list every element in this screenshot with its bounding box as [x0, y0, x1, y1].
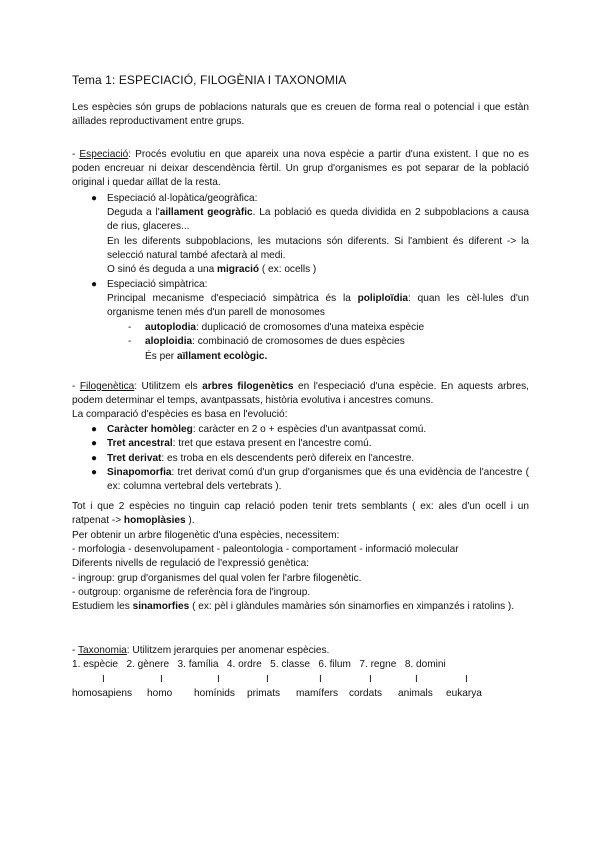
allopatric-title: Especiació al·lopàtica/geogràfica: [107, 193, 258, 204]
bullet-icon: ● [91, 453, 98, 464]
rank-item: 4. ordre [226, 659, 262, 670]
especiacio-paragraph: - Especiació: Procés evolutiu en que apareix una nova espècie a partir d'una existent. I que no es poden encreuar ni deixar descendència fèrtil. Un grup d'organismes es pot separar de la població original i quedar aïllat de la resta. [72, 149, 529, 189]
dash-marker: - [128, 322, 132, 333]
sinamorfies-paragraph: Estudiem les sinamorfies ( ex: pèl i glàndules mamàries són sinamorfies en ximpanzés i ratolins ). [72, 601, 515, 612]
rank-item: 7. regne [359, 659, 397, 670]
bullet-homoleg: Caràcter homòleg: caràcter en 2 o + espècies d'un avantpassat comú. [107, 424, 427, 435]
autoplodia-item: autoplodia: duplicació de cromosomes d'una mateixa espècie [145, 322, 425, 333]
connector-bar: I [160, 674, 163, 685]
page-title: Tema 1: ESPECIACIÓ, FILOGÈNIA I TAXONOMIA [72, 73, 347, 87]
levels-line: Diferents nivells de regulació de l'expressió genètica: [72, 558, 310, 569]
bullet-icon: ● [91, 279, 98, 290]
taxonomia-term: Taxonomia [77, 645, 127, 656]
connector-bar: I [102, 674, 105, 685]
obtain-line: Per obtenir un arbre filogenètic d'una espècies, necessitem: [72, 530, 340, 541]
example-item: homínids [194, 688, 235, 699]
rank-item: 6. filum [318, 659, 351, 670]
example-item: homosapiens [72, 688, 133, 699]
outgroup-line: - outgroup: organisme de referència fora de l'ingroup. [72, 587, 311, 598]
rank-item: 2. gènere [126, 659, 170, 670]
example-item: eukarya [446, 688, 482, 699]
bullet-ancestral: Tret ancestral: tret que estava present en l'ancestre comú. [107, 438, 372, 449]
sympatric-title: Especiació simpàtrica: [107, 279, 208, 290]
bullet-icon: ● [91, 467, 98, 478]
allopatric-line-1: Deguda a l'aillament geogràfic. La població es queda dividida en 2 subpoblacions a causa de rius, glaceres... [107, 207, 529, 233]
allopatric-line-3: O sinó és deguda a una migració ( ex: ocells ) [107, 264, 317, 275]
taxonomia-line: - Taxonomia: Utilitzem jerarquies per anomenar espècies. [72, 645, 330, 656]
rank-item: 5. classe [270, 659, 310, 670]
needs-line: - morfologia - desenvolupament - paleontologia - comportament - informació molecular [72, 544, 459, 555]
taxonomy-ranks-row [72, 658, 446, 672]
ingroup-line: - ingroup: grup d'organismes del qual volen fer l'arbre filogenètic. [72, 573, 362, 584]
connector-bar: I [369, 674, 372, 685]
connector-bar: I [319, 674, 322, 685]
rank-item: 1. espècie [72, 659, 119, 670]
example-item: cordats [349, 688, 383, 699]
filogenetica-paragraph: - Filogenètica: Utilitzem els arbres filogenètics en l'especiació d'una espècie. En aquests arbres, podem determinar el temps, avantpassats, història evolutiva i ancestres comuns. [72, 381, 529, 407]
bullet-icon: ● [91, 193, 98, 204]
example-item: primats [247, 688, 281, 699]
especiacio-term: Especiació [79, 149, 129, 160]
rank-item: 8. domini [404, 659, 446, 670]
connector-bar: I [415, 674, 418, 685]
connector-bar: I [465, 674, 468, 685]
dash-marker: - [128, 336, 132, 347]
homoplasies-paragraph: Tot i que 2 espècies no tinguin cap relació poden tenir trets semblants ( ex: ales d'un ocell i un ratpenat -> homoplàsies ). [72, 501, 529, 527]
aloploidia-item: aloploidia: combinació de cromosomes de dues espècies [145, 336, 405, 347]
allopatric-line-2: En les diferents subpoblacions, les mutacions són diferents. Si l'ambient és diferent -> la selecció natural també afectarà al medi. [107, 236, 529, 262]
filogenetica-term: Filogenètica [79, 381, 135, 392]
example-item: mamífers [296, 688, 339, 699]
connector-bar: I [266, 674, 269, 685]
rank-item: 3. família [177, 659, 219, 670]
comparison-line: La comparació d'espècies es basa en l'evolució: [72, 409, 288, 420]
connector-bar: I [217, 674, 220, 685]
sympatric-line-1: Principal mecanisme d'especiació simpàtrica és la poliploïdia: quan les cèl·lules d'un organisme tenen més d'un parell de monosomes [107, 293, 530, 319]
intro-paragraph: Les espècies són grups de poblacions naturals que es creuen de forma real o potencial i que estàn aïllades reproductivament entre grups. [72, 102, 529, 128]
bullet-derivat: Tret derivat: es troba en els descendents però difereix en l'ancestre. [107, 453, 415, 464]
aillament-ecologic-line: És per aïllament ecològic. [145, 351, 268, 362]
example-item: homo [147, 688, 173, 699]
bullet-icon: ● [91, 438, 98, 449]
example-item: animals [398, 688, 433, 699]
bullet-icon: ● [91, 424, 98, 435]
bullet-sinapomorfia: Sinapomorfia: tret derivat comú d'un grup d'organismes que és una evidència de l'ancestre ( ex: columna vertebral dels vertebrats ). [107, 467, 529, 493]
